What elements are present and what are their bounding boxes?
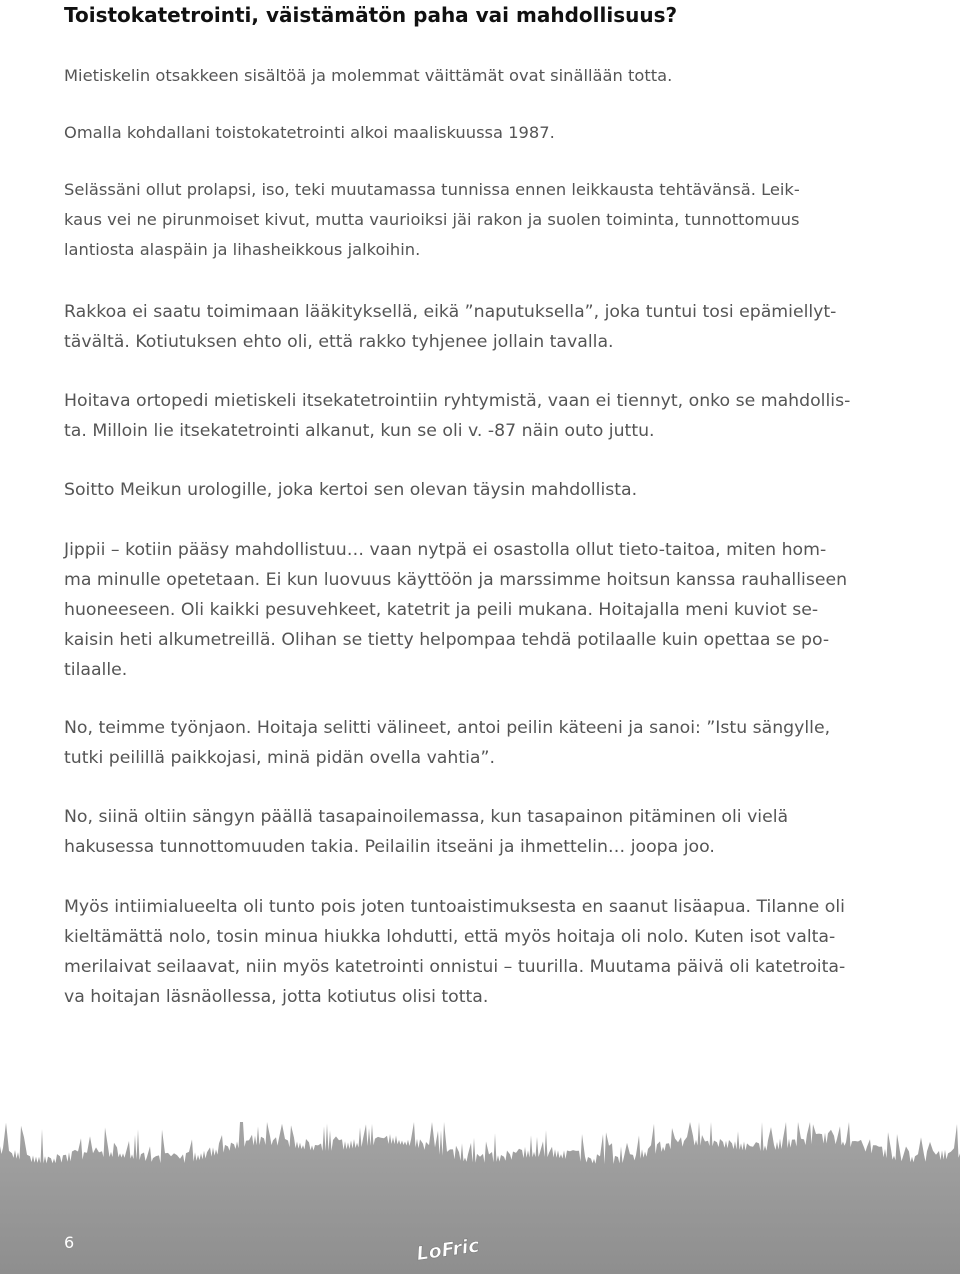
paragraph-line: No, teimme työnjaon. Hoitaja selitti välineet, antoi peilin käteeni ja sanoi: ”Istu sängylle, [64, 718, 831, 738]
paragraph-line: Jippii – kotiin pääsy mahdollistuu… vaan nytpä ei osastolla ollut tieto-taitoa, miten hom- [64, 540, 827, 560]
paragraph-9 [64, 802, 788, 862]
paragraph-line: lantiosta alaspäin ja lihasheikkous jalkoihin. [64, 240, 421, 259]
paragraph-6 [64, 475, 637, 505]
paragraph-line: Myös intiimialueelta oli tunto pois joten tuntoaistimuksesta en saanut lisäapua. Tilanne oli [64, 897, 845, 917]
paragraph-line: Rakkoa ei saatu toimimaan lääkityksellä, eikä ”naputuksella”, joka tuntui tosi epämiellyt- [64, 302, 837, 322]
paragraph-8 [64, 713, 830, 773]
paragraph-line: tutki peilillä paikkojasi, minä pidän ovella vahtia”. [64, 748, 495, 768]
paragraph-line: No, siinä oltiin sängyn päällä tasapainoilemassa, kun tasapainon pitäminen oli vielä [64, 807, 789, 827]
paragraph-3 [64, 175, 800, 265]
paragraph-line: va hoitajan läsnäollessa, jotta kotiutus olisi totta. [64, 987, 489, 1007]
paragraph-line: ta. Milloin lie itsekatetrointi alkanut, kun se oli v. -87 näin outo juttu. [64, 421, 655, 441]
paragraph-line: huoneeseen. Oli kaikki pesuvehkeet, katetrit ja peili mukana. Hoitajalla meni kuviot se- [64, 600, 819, 620]
paragraph-2 [64, 118, 555, 148]
paragraph-line: Omalla kohdallani toistokatetrointi alkoi maaliskuussa 1987. [64, 123, 555, 142]
paragraph-10 [64, 892, 845, 1012]
paragraph-line: kieltämättä nolo, tosin minua hiukka lohdutti, että myös hoitaja oli nolo. Kuten isot valta- [64, 927, 836, 947]
paragraph-line: Selässäni ollut prolapsi, iso, teki muutamassa tunnissa ennen leikkausta tehtävänsä. Leik- [64, 180, 800, 199]
paragraph-line: ma minulle opetetaan. Ei kun luovuus käyttöön ja marssimme hoitsun kanssa rauhalliseen [64, 570, 848, 590]
paragraph-line: Mietiskelin otsakkeen sisältöä ja molemmat väittämät ovat sinällään totta. [64, 66, 673, 85]
paragraph-line: kaus vei ne pirunmoiset kivut, mutta vaurioiksi jäi rakon ja suolen toiminta, tunnottomuus [64, 210, 800, 229]
paragraph-line: tävältä. Kotiutuksen ehto oli, että rakko tyhjenee jollain tavalla. [64, 332, 614, 352]
paragraph-4 [64, 297, 836, 357]
page-title: Toistokatetrointi, väistämätön paha vai mahdollisuus? [64, 3, 678, 27]
paragraph-line: Hoitava ortopedi mietiskeli itsekatetrointiin ryhtymistä, vaan ei tiennyt, onko se mahdollis- [64, 391, 851, 411]
paragraph-5 [64, 386, 850, 446]
lofric-logo [412, 1224, 482, 1270]
paragraph-line: Soitto Meikun urologille, joka kertoi sen olevan täysin mahdollista. [64, 480, 638, 500]
page-number: 6 [64, 1233, 75, 1252]
paragraph-line: tilaalle. [64, 660, 128, 680]
paragraph-line: kaisin heti alkumetreillä. Olihan se tietty helpompaa tehdä potilaalle kuin opettaa se po- [64, 630, 830, 650]
paragraph-line: hakusessa tunnottomuuden takia. Peilailin itseäni ja ihmettelin… joopa joo. [64, 837, 715, 857]
paragraph-1 [64, 61, 672, 91]
logo-wordmark: LoFric [415, 1234, 481, 1266]
paragraph-7 [64, 535, 847, 685]
paragraph-line: merilaivat seilaavat, niin myös katetrointi onnistui – tuurilla. Muutama päivä oli katetroita- [64, 957, 846, 977]
